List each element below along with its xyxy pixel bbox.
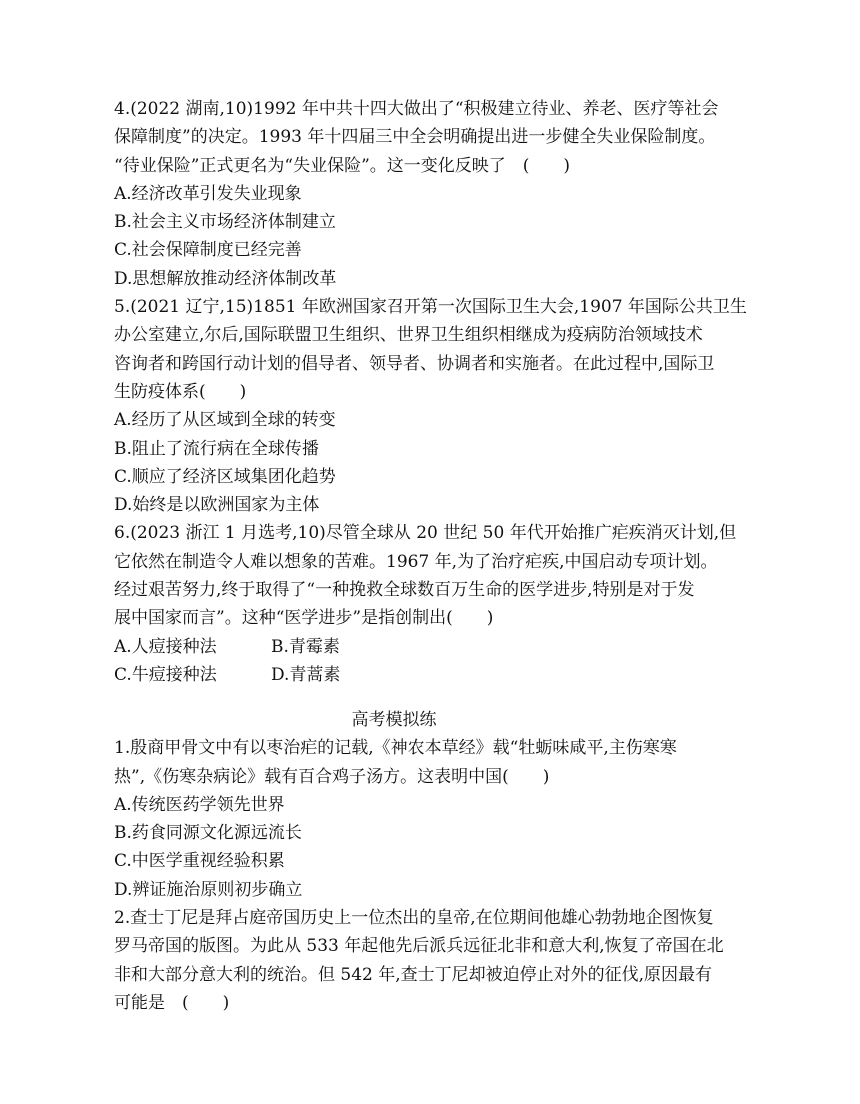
question-stem-line: 生防疫体系( )	[114, 381, 247, 402]
question-stem-line: 4.(2022 湖南,10)1992 年中共十四大做出了“积极建立待业、养老、医疗等社会	[114, 99, 719, 119]
question-stem-line: 2.查士丁尼是拜占庭帝国历史上一位杰出的皇帝,在位期间他雄心勃勃地企图恢复	[114, 908, 714, 929]
question-stem-line: 它依然在制造令人难以想象的苦难。1967 年,为了治疗疟疾,中国启动专项计划。	[114, 551, 718, 572]
option-d: D.始终是以欧洲国家为主体	[114, 495, 320, 516]
section-gap	[114, 689, 754, 704]
question-stem-line: “待业保险”正式更名为“失业保险”。这一变化反映了 ( )	[114, 155, 571, 176]
option-c: C.顺应了经济区域集团化趋势	[114, 466, 336, 487]
option-d: D.辨证施治原则初步确立	[114, 879, 303, 900]
option-d: D.青蒿素	[271, 664, 341, 685]
section-title: 高考模拟练	[351, 710, 437, 731]
question-stem-line: 经过艰苦努力,终于取得了“一种挽救全球数百万生命的医学进步,特别是对于发	[114, 580, 695, 601]
question-4	[114, 95, 754, 293]
question-stem-line: 1.殷商甲骨文中有以枣治疟的记载,《神农本草经》载“牡蛎味咸平,主伤寒寒	[114, 738, 677, 759]
option-b: B.阻止了流行病在全球传播	[114, 438, 319, 459]
question-stem-line: 非和大部分意大利的统治。但 542 年,查士丁尼却被迫停止对外的征伐,原因最有	[114, 964, 713, 985]
option-c: C.社会保障制度已经完善	[114, 240, 302, 261]
options-row	[114, 633, 754, 661]
options-row	[114, 661, 754, 689]
option-a: A.经历了从区域到全球的转变	[114, 410, 336, 431]
question-stem-line: 热”,《伤寒杂病论》载有百合鸡子汤方。这表明中国( )	[114, 766, 550, 787]
question-5	[114, 293, 754, 519]
question-stem-line: 5.(2021 辽宁,15)1851 年欧洲国家召开第一次国际卫生大会,1907 年国际公共卫生	[114, 297, 747, 318]
question-stem-line: 罗马帝国的版图。为此从 533 年起他先后派兵远征北非和意大利,恢复了帝国在北	[114, 936, 724, 957]
option-c: C.中医学重视经验积累	[114, 851, 285, 872]
question-stem-line: 保障制度”的决定。1993 年十四届三中全会明确提出进一步健全失业保险制度。	[114, 127, 716, 148]
option-a: A.经济改革引发失业现象	[114, 183, 302, 204]
question-stem-line: 展中国家而言”。这种“医学进步”是指创制出( )	[114, 608, 494, 629]
option-b: B.青霉素	[271, 636, 340, 657]
option-a: A.传统医药学领先世界	[114, 794, 285, 815]
option-a: A.人痘接种法	[114, 636, 217, 657]
option-c: C.牛痘接种法	[114, 664, 217, 685]
mock-question-2	[114, 904, 754, 1017]
mock-question-1	[114, 734, 754, 904]
question-stem-line: 可能是 ( )	[114, 992, 230, 1013]
option-b: B.社会主义市场经济体制建立	[114, 212, 336, 233]
option-b: B.药食同源文化源远流长	[114, 823, 302, 844]
option-d: D.思想解放推动经济体制改革	[114, 268, 337, 289]
exam-page	[114, 95, 754, 1017]
question-stem-line: 咨询者和跨国行动计划的倡导者、领导者、协调者和实施者。在此过程中,国际卫	[114, 353, 715, 374]
question-stem-line: 办公室建立,尔后,国际联盟卫生组织、世界卫生组织相继成为疫病防治领域技术	[114, 325, 703, 346]
question-stem-line: 6.(2023 浙江 1 月选考,10)尽管全球从 20 世纪 50 年代开始推广疟疾消灭计划,但	[114, 523, 737, 544]
question-6	[114, 519, 754, 689]
